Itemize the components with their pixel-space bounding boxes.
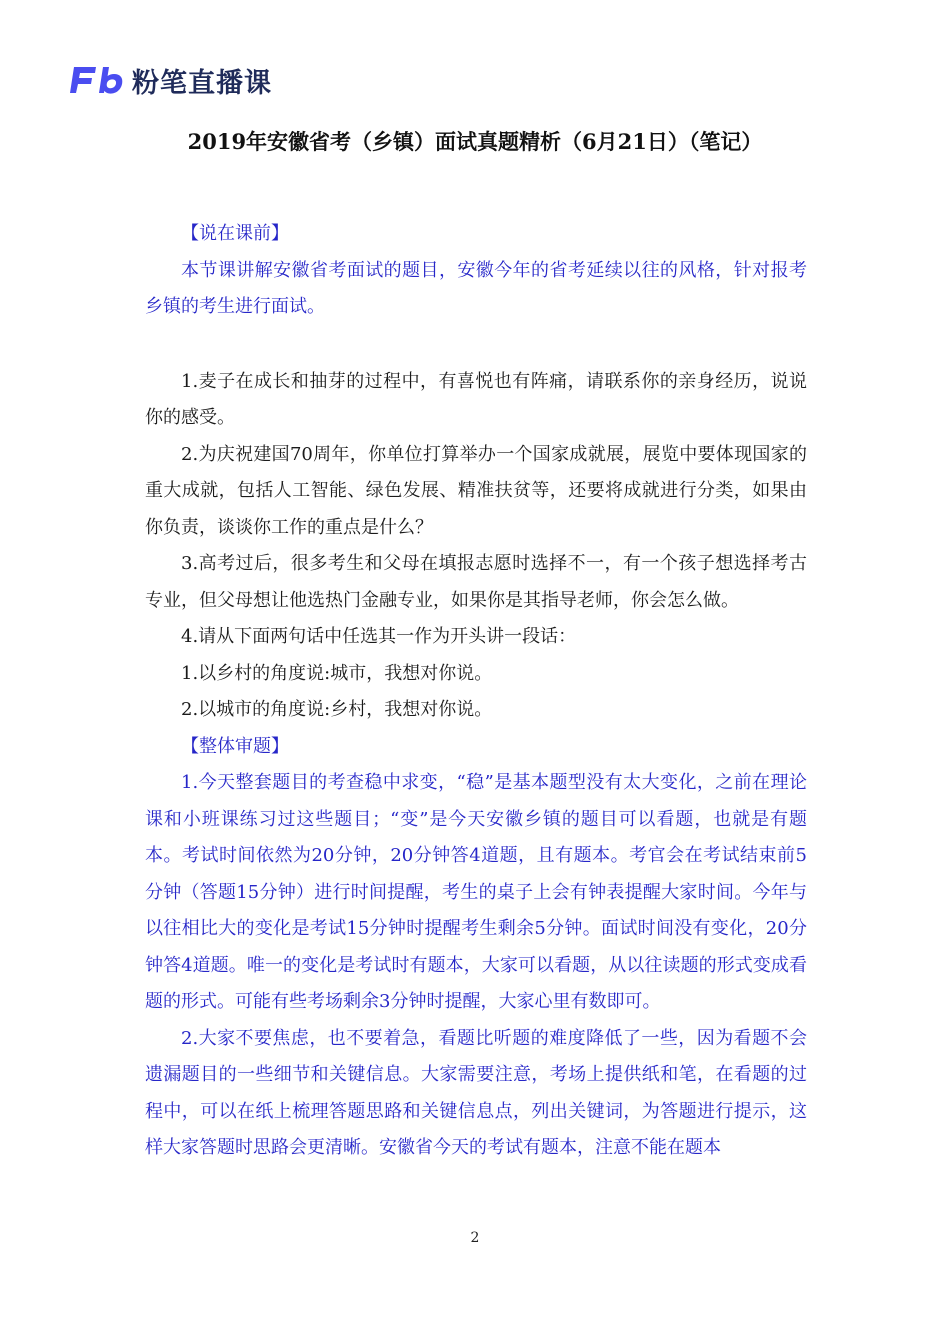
paragraph-gap bbox=[145, 326, 807, 364]
question-sub-item: 1.以乡村的角度说:城市，我想对你说。 bbox=[181, 662, 493, 684]
page-number: 2 bbox=[470, 1230, 480, 1246]
question-sub-item: 2.以城市的角度说:乡村，我想对你说。 bbox=[181, 699, 493, 720]
fb-logo-icon bbox=[66, 63, 126, 97]
intro-paragraph: 本节课讲解安徽省考面试的题目，安徽今年的省考延续以往的风格，针对报考乡镇的考生进行面试。 bbox=[145, 259, 807, 317]
logo-text: 粉笔直播课 bbox=[132, 67, 272, 99]
review-paragraph: 1.今天整套题目的考查稳中求变，“稳”是基本题型没有太大变化，之前在理论课和小班课练习过这些题目；“变”是今天安徽乡镇的题目可以看题，也就是有题本。考试时间依然为20分钟，20分钟答4道题，且有题本。考官会在考试结束前5分钟（答题15分钟）进行时间提醒，考生的桌子上会有钟表提醒大家时间。今年与以往相比大的变化是考试15分钟时提醒考生剩余5分钟。面试时间没有变化，20分钟答4道题。唯一的变化是考试时有题本，大家可以看题，从以往读题的形式变成看题的形式。可能有些考场剩余3分钟时提醒，大家心里有数即可。 bbox=[145, 772, 807, 1012]
brand-logo bbox=[66, 60, 272, 100]
question-item: 2.为庆祝建国70周年，你单位打算举办一个国家成就展，展览中要体现国家的重大成就，包括人工智能、绿色发展、精准扶贫等，还要将成就进行分类，如果由你负责，谈谈你工作的重点是什么？ bbox=[145, 443, 807, 538]
question-item: 1.麦子在成长和抽芽的过程中，有喜悦也有阵痛，请联系你的亲身经历，说说你的感受。 bbox=[145, 370, 807, 428]
question-item: 3.高考过后，很多考生和父母在填报志愿时选择不一，有一个孩子想选择考古专业，但父母想让他选热门金融专业，如果你是其指导老师，你会怎么做。 bbox=[145, 553, 807, 611]
question-item: 4.请从下面两句话中任选其一作为开头讲一段话： bbox=[181, 626, 577, 647]
document-title: 2019年安徽省考（乡镇）面试真题精析（6月21日）（笔记） bbox=[187, 129, 763, 154]
document-body bbox=[145, 216, 807, 1167]
intro-heading: 【说在课前】 bbox=[181, 223, 289, 244]
review-heading: 【整体审题】 bbox=[181, 735, 289, 757]
review-paragraph: 2.大家不要焦虑，也不要着急，看题比听题的难度降低了一些，因为看题不会遗漏题目的一些细节和关键信息。大家需要注意，考场上提供纸和笔，在看题的过程中，可以在纸上梳理答题思路和关键信息点，列出关键词，为答题进行提示，这样大家答题时思路会更清晰。安徽省今天的考试有题本，注意不能在题本 bbox=[145, 1027, 807, 1158]
